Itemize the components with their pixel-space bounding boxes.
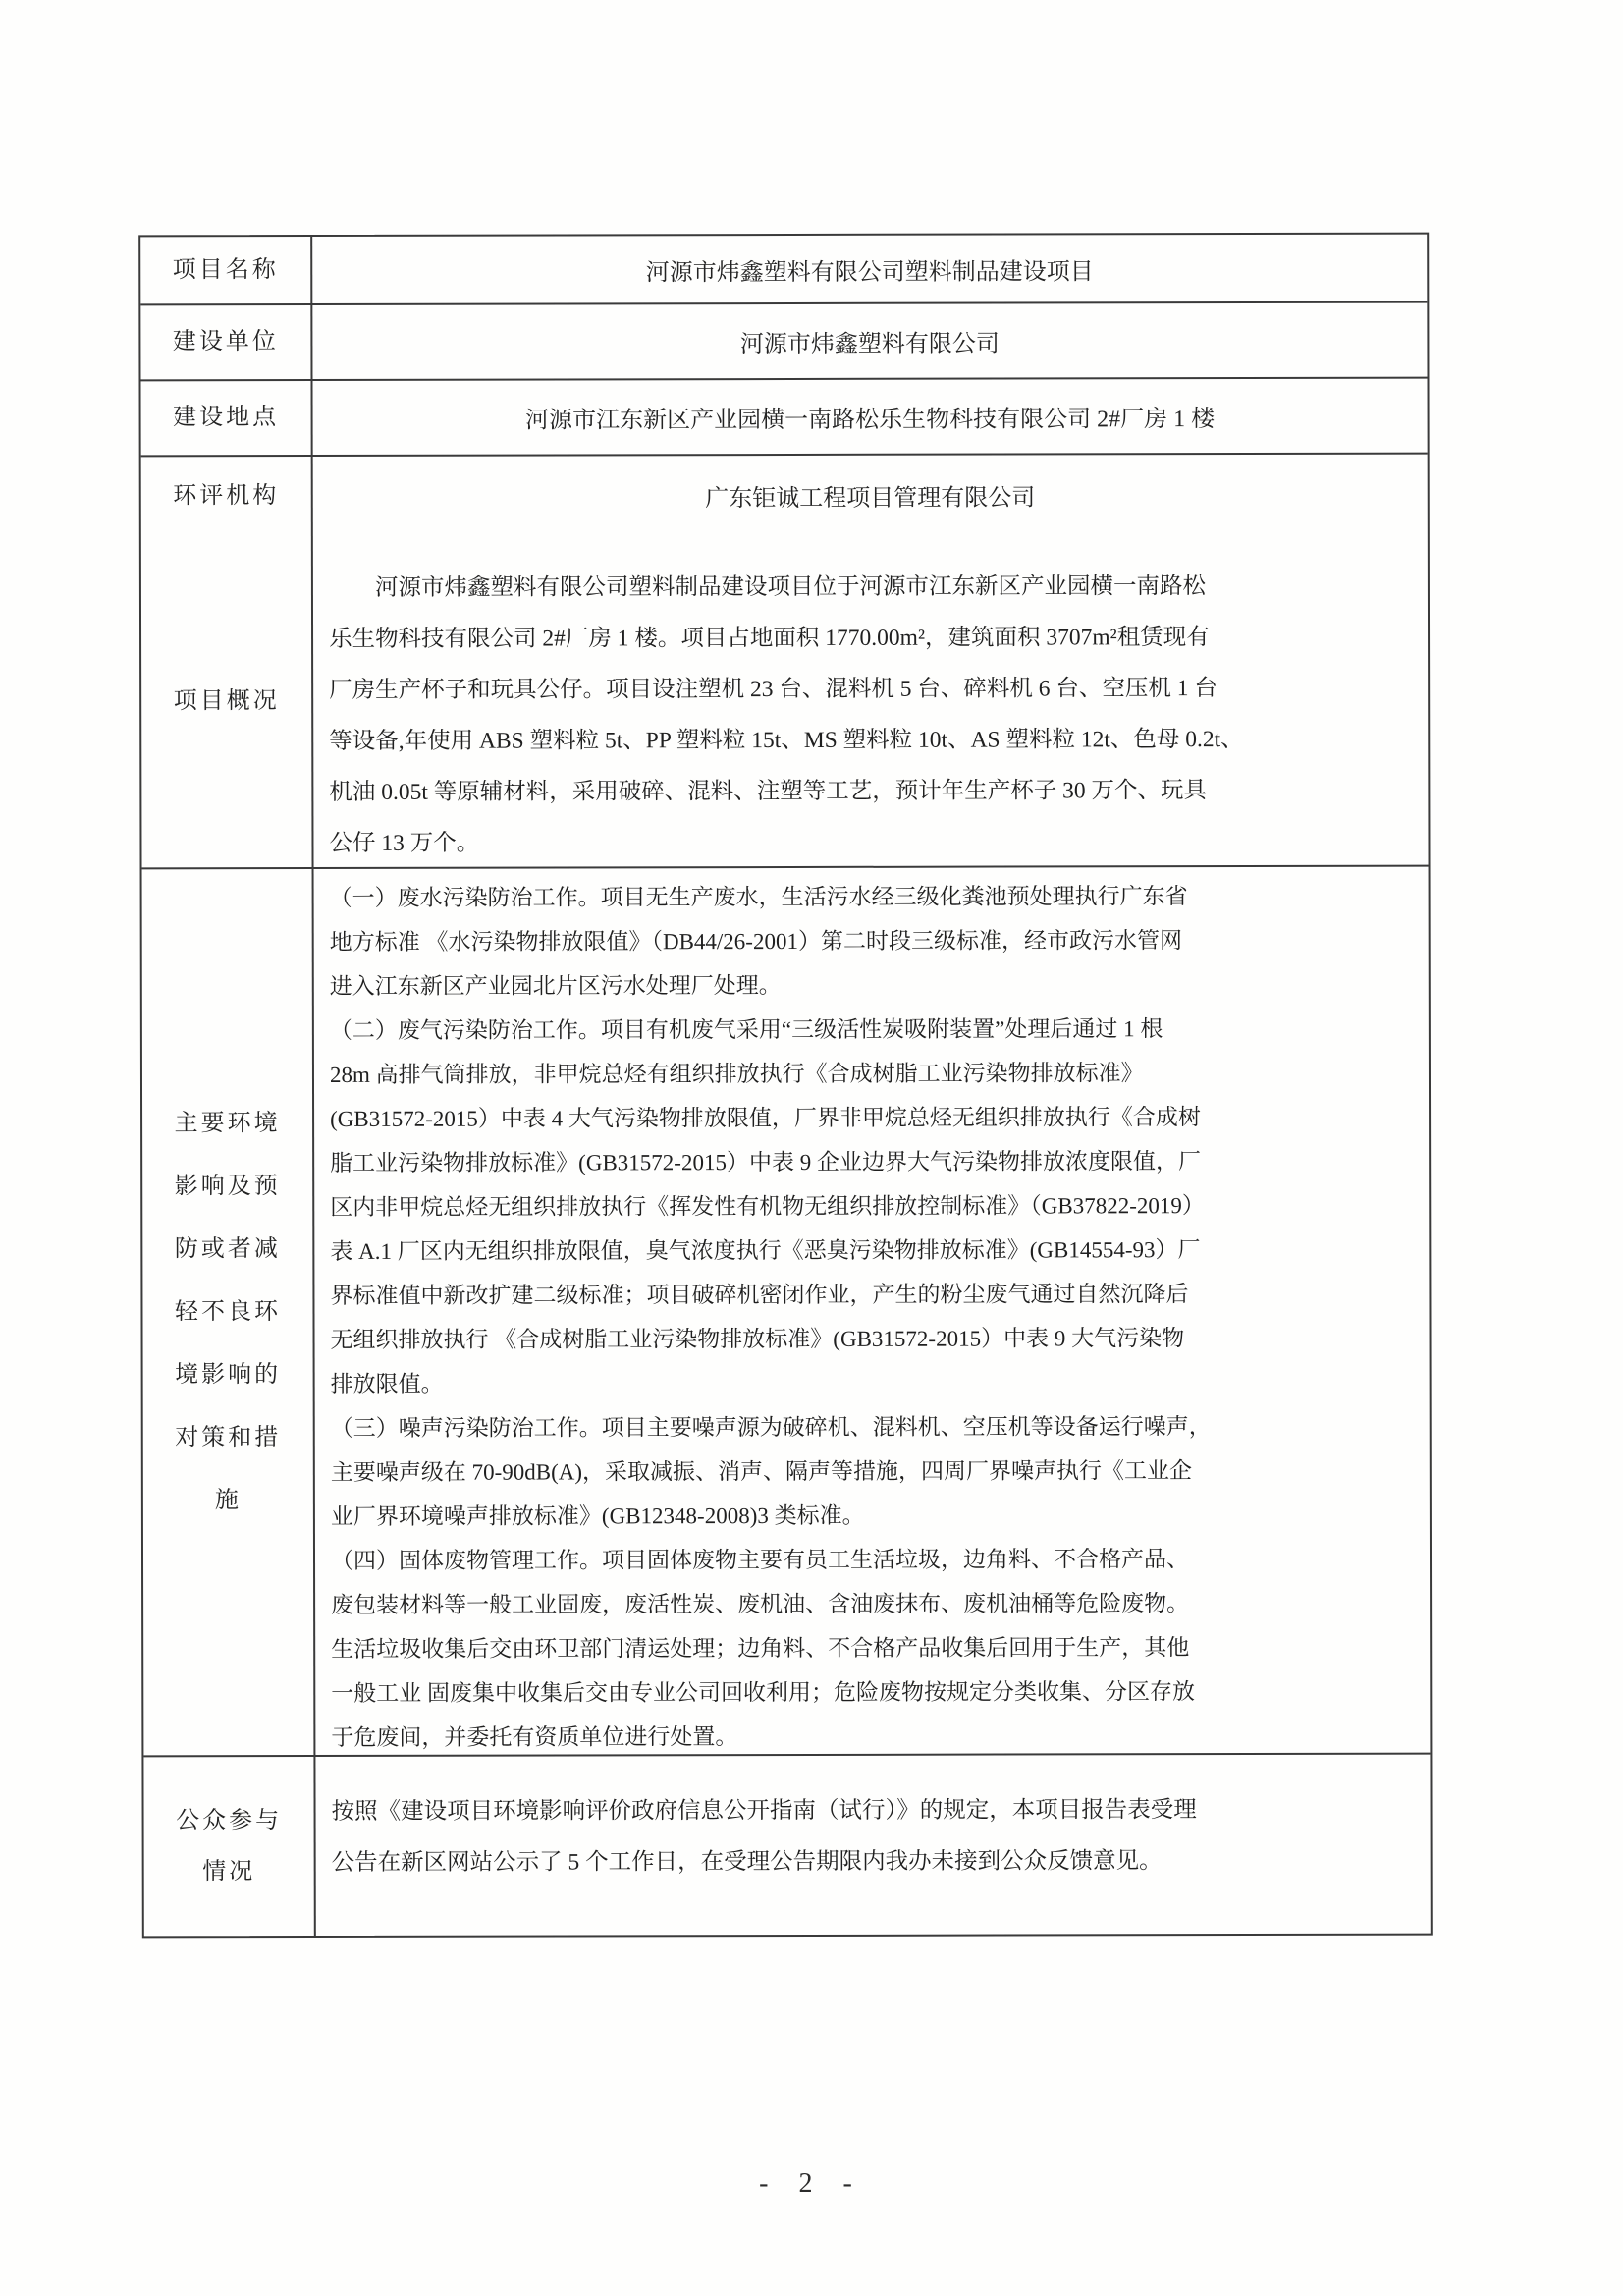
text-line: 业厂界环境噪声排放标准》(GB12348-2008)3 类标准。 bbox=[330, 1503, 865, 1529]
overview-text-cell bbox=[313, 534, 1429, 867]
text-line: （四）固体废物管理工作。项目固体废物主要有员工生活垃圾，边角料、不合格产品、 bbox=[330, 1547, 1190, 1573]
overview-label: 项目概况 bbox=[173, 688, 280, 715]
table-row bbox=[140, 235, 1427, 306]
text-line: （一）废水污染防治工作。项目无生产废水，生活污水经三级化粪池预处理执行广东省 bbox=[329, 884, 1188, 910]
table-row bbox=[140, 379, 1427, 458]
measures-label: 主要环境影响及预防或者减轻不良环境影响的对策和措施 bbox=[174, 1111, 282, 1514]
row-value-cell bbox=[312, 379, 1427, 455]
row-label-cell bbox=[140, 305, 312, 379]
row-value-cell bbox=[313, 455, 1428, 536]
text-line: 废包装材料等一般工业固废，废活性炭、废机油、含油废抹布、废机油桶等危险废物。 bbox=[331, 1591, 1190, 1617]
text-line: 无组织排放执行 《合成树脂工业污染物排放标准》(GB31572-2015）中表 9 大气污染物 bbox=[330, 1326, 1185, 1352]
page-number: - 2 - bbox=[759, 2168, 864, 2199]
text-line: 于危废间，并委托有资质单位进行处置。 bbox=[331, 1724, 738, 1750]
text-line: （二）废气污染防治工作。项目有机废气采用“三级活性炭吸附装置”处理后通过 1 根 bbox=[329, 1016, 1163, 1043]
row-label-cell bbox=[143, 1757, 315, 1936]
text-line: （三）噪声污染防治工作。项目主要噪声源为破碎机、混料机、空压机等设备运行噪声， bbox=[330, 1414, 1212, 1441]
table-row bbox=[140, 303, 1427, 382]
row-value: 河源市炜鑫塑料有限公司塑料制品建设项目 bbox=[645, 258, 1094, 286]
text-line: 界标准值中新改扩建二级标准；项目破碎机密闭作业，产生的粉尘废气通过自然沉降后 bbox=[330, 1282, 1189, 1308]
text-line: 公告在新区网站公示了 5 个工作日，在受理公告期限内我办未接到公众反馈意见。 bbox=[331, 1848, 1163, 1876]
text-line: 等设备,年使用 ABS 塑料粒 5t、PP 塑料粒 15t、MS 塑料粒 10t、AS 塑料粒 12t、色母 0.2t、 bbox=[329, 727, 1244, 754]
text-line: 主要噪声级在 70-90dB(A)，采取减振、消声、隔声等措施，四周厂界噪声执行《工业企 bbox=[330, 1458, 1193, 1485]
row-label: 项目名称 bbox=[172, 256, 279, 284]
measures-text-cell bbox=[314, 867, 1431, 1755]
text-line: 公仔 13 万个。 bbox=[329, 830, 480, 856]
text-line: 乐生物科技有限公司 2#厂房 1 楼。项目占地面积 1770.00m²，建筑面积 3707m²租赁现有 bbox=[329, 625, 1210, 652]
text-line: 生活垃圾收集后交由环卫部门清运处理；边角料、不合格产品收集后回用于生产，其他 bbox=[331, 1635, 1190, 1662]
row-label: 环评机构 bbox=[173, 483, 280, 510]
table-row-participation bbox=[143, 1755, 1430, 1937]
table-row-overview bbox=[141, 534, 1429, 870]
text-line: 地方标准 《水污染物排放限值》（DB44/26-2001）第二时段三级标准，经市政污水管网 bbox=[329, 928, 1182, 955]
row-label: 建设单位 bbox=[172, 329, 279, 355]
row-label-cell bbox=[141, 536, 314, 867]
table-row-measures bbox=[142, 867, 1431, 1758]
row-value: 河源市江东新区产业园横一南路松乐生物科技有限公司 2#厂房 1 楼 bbox=[525, 407, 1216, 434]
row-label-cell bbox=[141, 457, 313, 536]
text-line: 河源市炜鑫塑料有限公司塑料制品建设项目位于河源市江东新区产业园横一南路松 bbox=[328, 574, 1206, 601]
row-label: 建设地点 bbox=[173, 405, 280, 431]
row-value-cell bbox=[312, 235, 1427, 303]
text-line: 按照《建设项目环境影响评价政府信息公开指南（试行）》的规定，本项目报告表受理 bbox=[331, 1797, 1197, 1825]
text-line: 脂工业污染物排放标准》(GB31572-2015）中表 9 企业边界大气污染物排放浓度限值，厂 bbox=[330, 1149, 1201, 1175]
text-line: 排放限值。 bbox=[330, 1371, 444, 1396]
eia-summary-table bbox=[138, 233, 1433, 1939]
row-label-cell bbox=[140, 237, 312, 303]
text-line: 28m 高排气筒排放，非甲烷总烃有组织排放执行《合成树脂工业污染物排放标准》 bbox=[329, 1061, 1144, 1087]
table-row bbox=[141, 455, 1428, 537]
participation-label: 公众参与情况 bbox=[176, 1808, 283, 1886]
row-label-cell bbox=[140, 381, 312, 455]
text-line: 区内非甲烷总烃无组织排放执行《挥发性有机物无组织排放控制标准》（GB37822-2019） bbox=[330, 1193, 1205, 1220]
row-value-cell bbox=[312, 303, 1427, 379]
participation-text-cell bbox=[315, 1755, 1430, 1936]
text-line: (GB31572-2015）中表 4 大气污染物排放限值，厂界非甲烷总烃无组织排放执行《合成树 bbox=[330, 1105, 1201, 1131]
text-line: 表 A.1 厂区内无组织排放限值，臭气浓度执行《恶臭污染物排放标准》(GB14554-93）厂 bbox=[330, 1237, 1201, 1264]
row-label-cell bbox=[142, 869, 316, 1755]
row-value: 广东钜诚工程项目管理有限公司 bbox=[705, 485, 1036, 513]
text-line: 一般工业 固废集中收集后交由专业公司回收利用；危险废物按规定分类收集、分区存放 bbox=[331, 1679, 1196, 1706]
text-line: 机油 0.05t 等原辅材料，采用破碎、混料、注塑等工艺，预计年生产杯子 30 万个、玩具 bbox=[329, 778, 1208, 805]
text-line: 进入江东新区产业园北片区污水处理厂处理。 bbox=[329, 973, 782, 999]
row-value: 河源市炜鑫塑料有限公司 bbox=[739, 331, 1000, 358]
text-line: 厂房生产杯子和玩具公仔。项目设注塑机 23 台、混料机 5 台、碎料机 6 台、空压机 1 台 bbox=[329, 676, 1217, 703]
